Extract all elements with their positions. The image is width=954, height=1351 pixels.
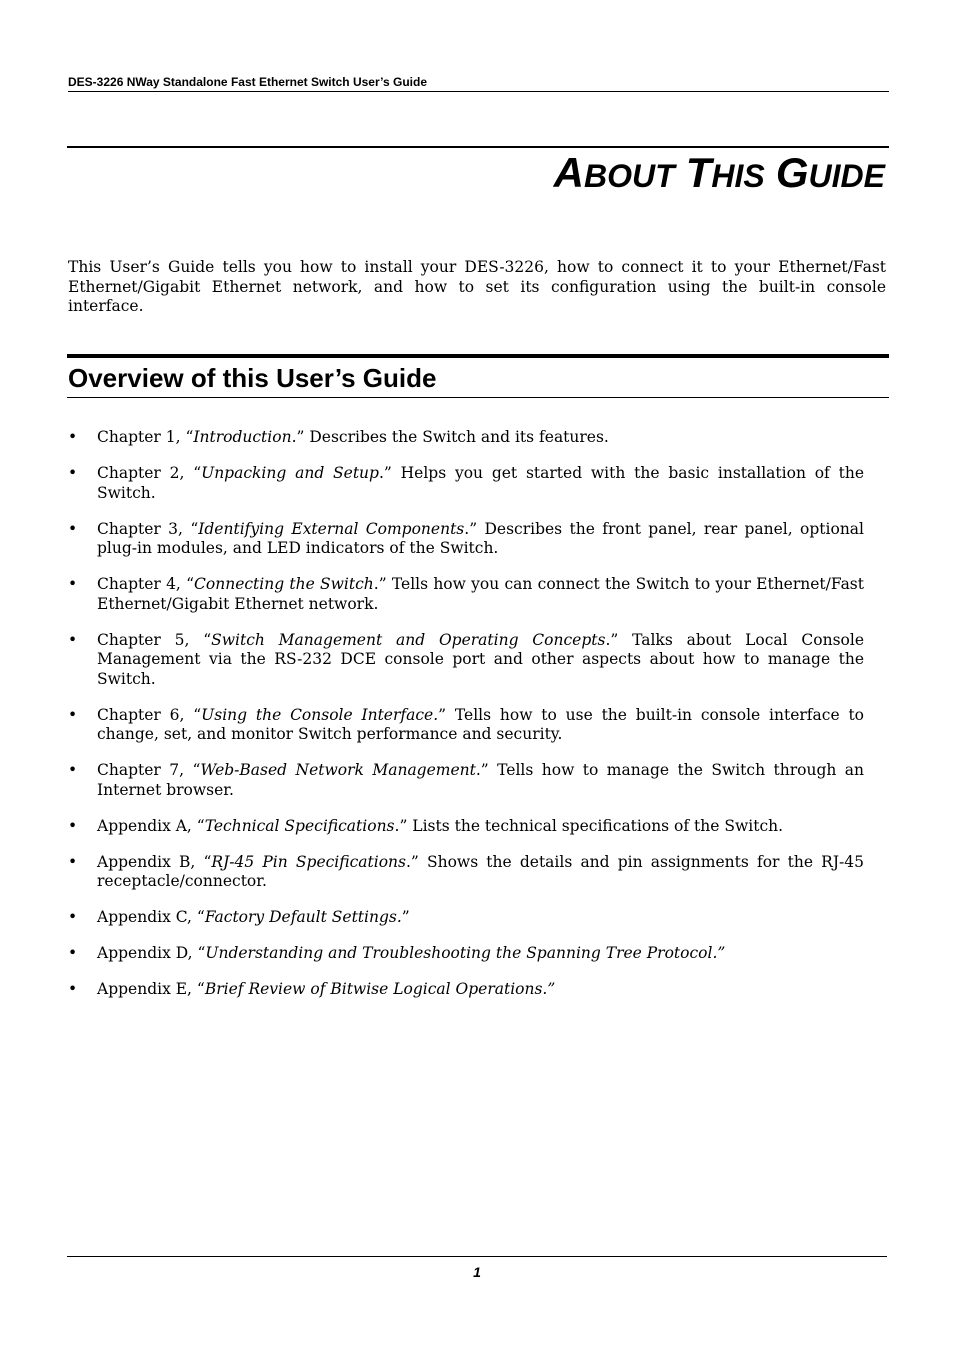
chapter-title-ref: Technical Specifications <box>204 816 395 835</box>
page-number: 1 <box>473 1264 481 1280</box>
chapter-title-initial-t: T <box>685 149 712 196</box>
chapter-title-rest-a: BOUT <box>583 158 675 194</box>
chapter-title-rest-t: HIS <box>711 158 765 194</box>
section-rule-bottom <box>67 397 889 398</box>
chapter-title-ref: Identifying External Components <box>198 519 465 538</box>
chapter-title-initial-a: A <box>553 149 584 196</box>
list-item: • Chapter 1, “Introduction.” Describes the Switch and its features. <box>68 428 609 446</box>
chapter-title-ref: Brief Review of Bitwise Logical Operations.” <box>204 980 556 998</box>
list-item: • Chapter 5, “Switch Management and Operating Concepts.” Talks about Local Console Management via the RS-232 DCE console port and other aspects about how to manage the Switch. <box>68 630 864 688</box>
bullet: • <box>68 761 78 779</box>
bullet: • <box>68 575 78 593</box>
bullet: • <box>68 428 78 446</box>
list-item: • Chapter 2, “Unpacking and Setup.” Helps you get started with the basic installation of the Switch. <box>68 464 864 502</box>
intro-paragraph: This User’s Guide tells you how to install your DES-3226, how to connect it to your Ethernet/Fast Ethernet/Gigabit Ethernet network, and how to set its configuration using the built-in console interface. <box>68 258 886 315</box>
chapter-title-rest-g: UIDE <box>808 158 885 194</box>
chapter-title-ref: RJ-45 Pin Specifications <box>211 852 406 871</box>
bullet: • <box>68 630 78 649</box>
chapter-title-ref: Introduction <box>193 428 292 446</box>
bullet: • <box>68 464 78 482</box>
chapter-title-initial-g: G <box>775 149 809 196</box>
chapter-title-ref: Connecting the Switch <box>194 575 374 593</box>
chapter-title-ref: Using the Console Interface. <box>201 705 439 724</box>
list-item: • Appendix E, “Brief Review of Bitwise Logical Operations.” <box>68 980 556 998</box>
bullet: • <box>68 944 78 962</box>
bullet: • <box>68 980 78 998</box>
running-header: DES-3226 NWay Standalone Fast Ethernet Switch User’s Guide <box>68 74 889 92</box>
bullet: • <box>68 908 78 926</box>
chapter-title-ref: Web-Based Network Management <box>200 761 476 779</box>
section-title: Overview of this User’s Guide <box>68 363 437 393</box>
list-item: • Chapter 7, “Web-Based Network Management.” Tells how to manage the Switch through an Internet browser. <box>68 761 865 799</box>
list-item: • Appendix B, “RJ-45 Pin Specifications.” Shows the details and pin assignments for the RJ-45 receptacle/connector. <box>68 852 864 890</box>
chapter-overview-list <box>68 428 864 1016</box>
footer-rule <box>67 1256 887 1257</box>
list-item: • Chapter 4, “Connecting the Switch.” Tells how you can connect the Switch to your Ethernet/Fast Ethernet/Gigabit Ethernet network. <box>68 575 864 613</box>
bullet: • <box>68 519 78 538</box>
list-item: • Chapter 6, “Using the Console Interface.” Tells how to use the built-in console interface to change, set, and monitor Switch performance and security. <box>68 705 865 743</box>
bullet: • <box>68 816 78 835</box>
bullet: • <box>68 705 78 724</box>
list-item: • Appendix A, “Technical Specifications.” Lists the technical specifications of the Switch. <box>68 816 784 835</box>
bullet: • <box>68 852 78 871</box>
chapter-title-ref: Understanding and Troubleshooting the Spanning Tree Protocol.” <box>205 944 726 962</box>
list-item: • Appendix C, “Factory Default Settings.” <box>68 908 410 926</box>
chapter-title <box>554 148 885 201</box>
section-rule-top <box>67 354 889 358</box>
list-item: • Chapter 3, “Identifying External Components.” Describes the front panel, rear panel, optional plug-in modules, and LED indicators of the Switch. <box>68 519 865 557</box>
chapter-title-ref: Factory Default Settings. <box>204 908 402 926</box>
chapter-title-ref: Switch Management and Operating Concepts <box>211 630 606 649</box>
list-item: • Appendix D, “Understanding and Troubleshooting the Spanning Tree Protocol.” <box>68 944 726 962</box>
chapter-title-ref: Unpacking and Setup <box>201 464 379 482</box>
